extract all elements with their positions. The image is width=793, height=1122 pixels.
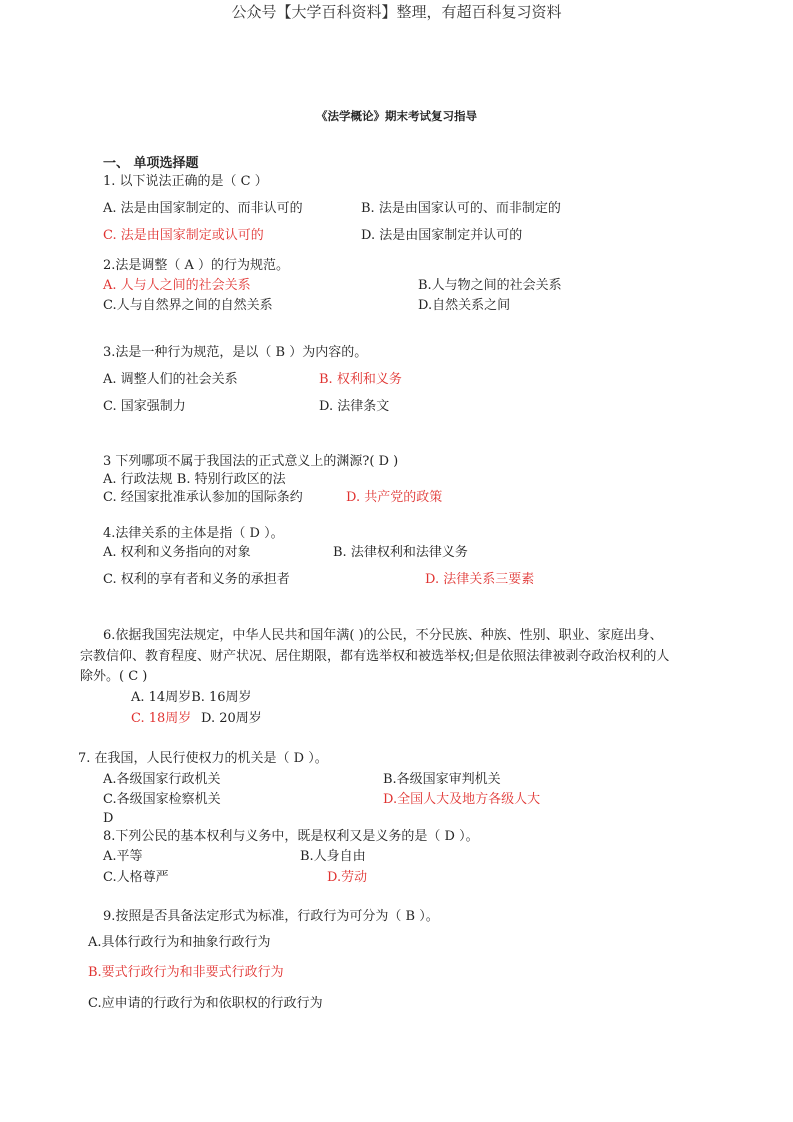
question-3b-stem: 3 下列哪项不属于我国法的正式意义上的渊源?( D ) [103, 454, 399, 469]
question-3b-option-c: C. 经国家批准承认参加的国际条约 [103, 490, 303, 505]
question-8-option-c: C.人格尊严 [103, 870, 169, 885]
question-3b-options-a-b: A. 行政法规 B. 特别行政区的法 [103, 472, 286, 487]
question-1-option-b: B. 法是由国家认可的、而非制定的 [361, 201, 561, 216]
question-7-stem: 7. 在我国，人民行使权力的机关是（ D ）。 [78, 751, 328, 766]
question-2-option-d: D.自然关系之间 [418, 298, 511, 313]
question-4-option-a: A. 权利和义务指向的对象 [103, 545, 251, 560]
question-3-option-c: C. 国家强制力 [103, 399, 186, 414]
question-4-option-c: C. 权利的享有者和义务的承担者 [103, 572, 290, 587]
question-7-option-c: C.各级国家检察机关 [103, 792, 221, 807]
question-6-options-a-b: A. 14周岁B. 16周岁 [131, 690, 252, 705]
question-2-option-a-answer: A. 人与人之间的社会关系 [103, 278, 251, 293]
question-6-option-d: D. 20周岁 [201, 711, 262, 726]
question-4-stem: 4.法律关系的主体是指（ D ）。 [103, 526, 284, 541]
question-6-line-3: 除外。( C ) [80, 669, 148, 684]
question-8-option-a: A.平等 [103, 849, 143, 864]
section-heading-single-choice: 一、 单项选择题 [103, 156, 199, 171]
document-title: 《法学概论》期末考试复习指导 [316, 109, 477, 123]
question-1-option-c-answer: C. 法是由国家制定或认可的 [103, 228, 264, 243]
question-2-option-c: C.人与自然界之间的自然关系 [103, 298, 273, 313]
question-7-option-b: B.各级国家审判机关 [383, 772, 501, 787]
question-3-option-d: D. 法律条文 [319, 399, 390, 414]
question-7-stray-answer: D [103, 811, 114, 826]
question-3b-option-d-answer: D. 共产党的政策 [346, 490, 443, 505]
question-8-option-b: B.人身自由 [300, 849, 366, 864]
question-3-option-a: A. 调整人们的社会关系 [103, 372, 238, 387]
question-6-option-c-answer: C. 18周岁 [131, 711, 192, 726]
question-6-line-1: 6.依据我国宪法规定，中华人民共和国年满( )的公民，不分民族、种族、性别、职业、家庭出身、 [103, 628, 663, 643]
question-6-line-2: 宗教信仰、教育程度、财产状况、居住期限，都有选举权和被选举权;但是依照法律被剥夺政治权利的人 [80, 649, 670, 664]
question-2-option-b: B.人与物之间的社会关系 [418, 278, 562, 293]
question-1-option-a: A. 法是由国家制定的、而非认可的 [103, 201, 303, 216]
question-8-option-d-answer: D.劳动 [327, 870, 368, 885]
page-header-watermark: 公众号【大学百科资料】整理，有超百科复习资料 [231, 3, 562, 21]
question-3-option-b-answer: B. 权利和义务 [319, 372, 402, 387]
question-2-stem: 2.法是调整（ A ）的行为规范。 [103, 258, 290, 273]
question-1-option-d: D. 法是由国家制定并认可的 [361, 228, 523, 243]
question-9-stem: 9.按照是否具备法定形式为标准，行政行为可分为（ B ）。 [103, 909, 439, 924]
question-8-stem: 8.下列公民的基本权利与义务中，既是权利又是义务的是（ D ）。 [103, 829, 479, 844]
question-9-option-a: A.具体行政行为和抽象行政行为 [88, 935, 271, 950]
question-3-stem: 3.法是一种行为规范，是以（ B ）为内容的。 [103, 345, 368, 360]
question-4-option-d-answer: D. 法律关系三要素 [425, 572, 535, 587]
question-1-stem: 1. 以下说法正确的是（ C ） [103, 174, 268, 189]
question-7-option-a: A.各级国家行政机关 [103, 772, 221, 787]
question-9-option-b-answer: B.要式行政行为和非要式行政行为 [88, 965, 284, 980]
question-9-option-c: C.应申请的行政行为和依职权的行政行为 [88, 996, 323, 1011]
question-4-option-b: B. 法律权利和法律义务 [333, 545, 468, 560]
question-7-option-d-answer: D.全国人大及地方各级人大 [383, 792, 541, 807]
